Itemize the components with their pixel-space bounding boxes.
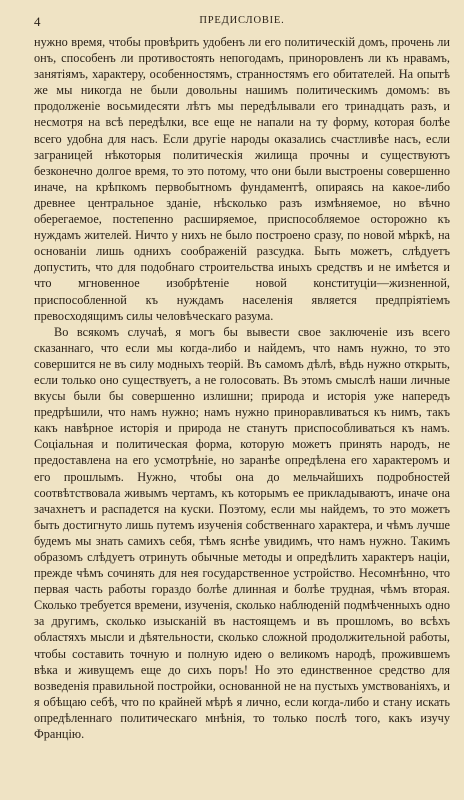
page-number: 4 [34,14,41,29]
running-head: ПРЕДИСЛОВІЕ. [199,15,285,26]
page-body [34,34,450,742]
paragraph: нужно время, чтобы провѣрить удобенъ ли его политическій домъ, прочень ли онъ, способенъ ли противостоять непогодамъ, приноровленъ ли къ нравамъ, занятіямъ, характеру, особенностямъ, странностямъ его обитателей. На опытѣ же мы никогда не были довольны нашимъ политическимъ домомъ: въ продолженіе восьмидесяти лѣтъ мы передѣлывали его тринадцать разъ, и несмотря на всѣ передѣлки, все еще не напали на ту форму, которая болѣе всего удобна для насъ. Если другіе народы оказались счастливѣе насъ, если заграницей нѣкоторыя политическія жилища прочны и существуютъ безконечно долгое время, то это потому, что они были выстроены совершенно иначе, на крѣпкомъ первобытномъ фундаментѣ, опираясь на какое-либо древнее центральное зданіе, нѣсколько разъ измѣняемое, но вѣчно оберегаемое, постепенно расширяемое, приспособляемое осторожно къ нуждамъ жителей. Ничто у нихъ не было построено сразу, по новой мѣркѣ, на основаніи лишь однихъ соображеній разсудка. Быть можетъ, слѣдуетъ допустить, что для подобнаго строительства иныхъ средствъ и не имѣется и что мгновенное изобрѣтеніе новой конституціи—жизненной, приспособленной къ нуждамъ населенія является предпріятіемъ превосходящимъ силы человѣческаго разума. [34,35,450,323]
page-header [34,10,450,34]
paragraph: Во всякомъ случаѣ, я могъ бы вывести свое заключеніе изъ всего сказаннаго, что если мы когда-либо и найдемъ, что намъ нужно, то это совершится не въ силу модныхъ теорій. Въ самомъ дѣлѣ, вѣдь нужно открыть, если только оно существуетъ, а не голосовать. Въ этомъ смыслѣ наши личные вкусы были бы совершенно излишни; природа и исторія уже напередъ предрѣшили, что намъ нужно; намъ нужно приноравливаться къ нимъ, такъ какъ навѣрное исторія и природа не станутъ приспособливаться къ намъ. Соціальная и политическая форма, которую можетъ принять народъ, не предоставлена на его усмотрѣніе, но заранѣе опредѣлена его характеромъ и его прошлымъ. Нужно, чтобы она до мельчайшихъ подробностей соотвѣтствовала живымъ чертамъ, къ которымъ ее прикладываютъ, иначе она зачахнетъ и распадется на куски. Поэтому, если мы найдемъ, то это можетъ быть достигнуто лишь путемъ изученія собственнаго характера, и чѣмъ лучше будемъ мы знать самихъ себя, тѣмъ яснѣе увидимъ, что намъ нужно. Такимъ образомъ слѣдуетъ отринуть обычные методы и опредѣлить характеръ націи, прежде чѣмъ сочинять для нея государственное устройство. Несомнѣнно, что первая часть работы гораздо болѣе длинная и болѣе трудная, чѣмъ вторая. Сколько требуется времени, изученія, сколько наблюденій подмѣченныхъ одно за другимъ, сколько изысканій въ настоящемъ и въ прошломъ, во всѣхъ областяхъ мысли и дѣятельности, сколько сложной продолжительной работы, чтобы составить точную и полную идею о великомъ народѣ, прожившемъ вѣка и живущемъ еще до сихъ поръ! Но это единственное средство для возведенія правильной постройки, основанной не на пустыхъ умствованіяхъ, и я обѣщаю себѣ, что по крайней мѣрѣ я лично, если когда-либо и стану искать опредѣленнаго политическаго мнѣнія, то только послѣ того, какъ изучу Францію. [34,324,450,742]
